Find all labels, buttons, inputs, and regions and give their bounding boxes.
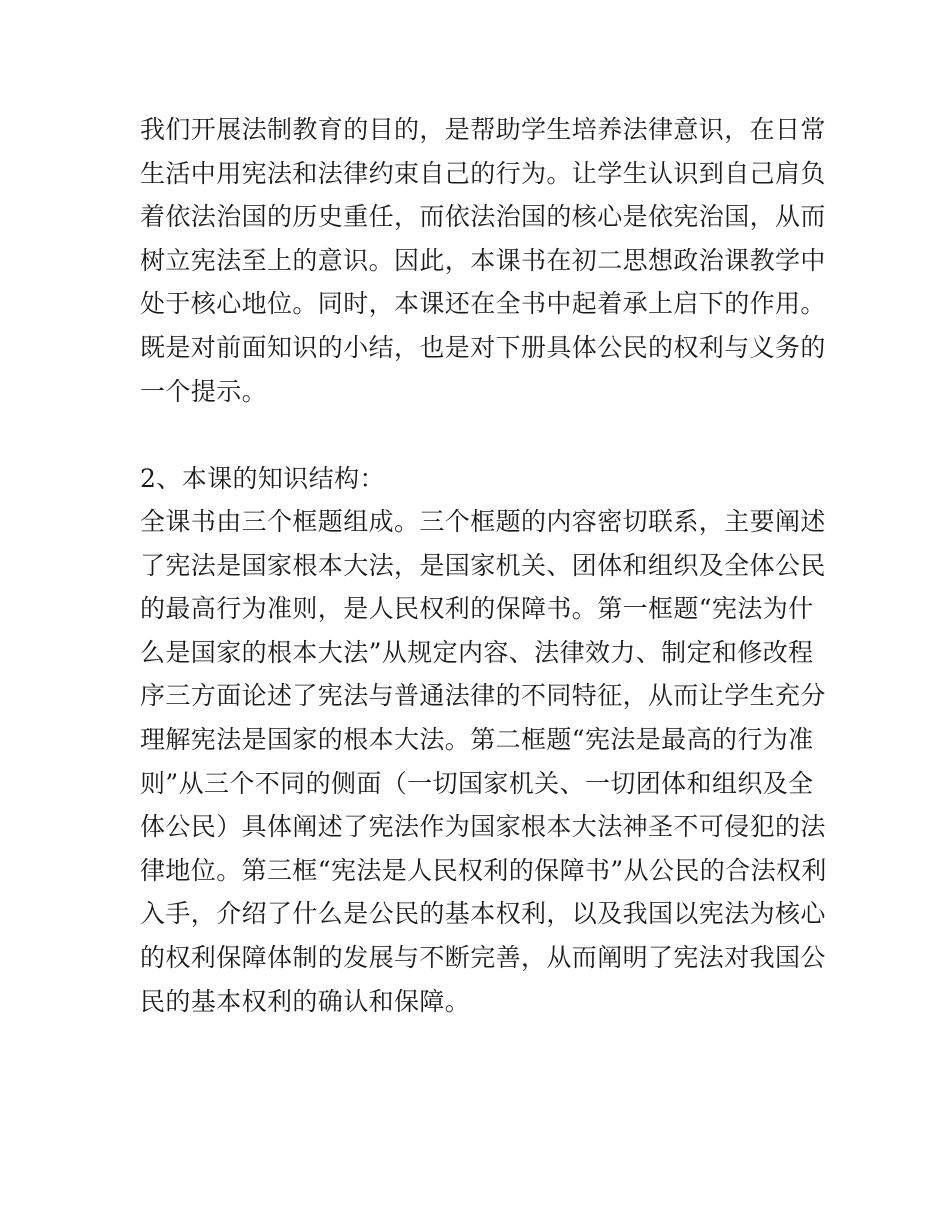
paragraph-line: 着依法治国的历史重任，而依法治国的核心是依宪治国，从而 — [140, 202, 826, 232]
paragraph-line: 我们开展法制教育的目的，是帮助学生培养法律意识，在日常 — [140, 115, 826, 144]
paragraph-line: 树立宪法至上的意识。因此，本课书在初二思想政治课教学中 — [140, 245, 826, 275]
paragraph-line: 生活中用宪法和法律约束自己的行为。让学生认识到自己肩负 — [140, 158, 826, 188]
paragraph-line: 序三方面论述了宪法与普通法律的不同特征，从而让学生充分 — [140, 681, 826, 711]
paragraph-line: 处于核心地位。同时，本课还在全书中起着承上启下的作用。 — [140, 289, 826, 319]
paragraph-line: 全课书由三个框题组成。三个框题的内容密切联系，主要阐述 — [140, 507, 826, 536]
paragraph-line: 的权利保障体制的发展与不断完善，从而阐明了宪法对我国公 — [140, 942, 826, 972]
paragraph-line: 了宪法是国家根本大法，是国家机关、团体和组织及全体公民 — [140, 550, 826, 580]
paragraph-line: 体公民）具体阐述了宪法作为国家根本大法神圣不可侵犯的法 — [140, 812, 826, 842]
section-heading — [140, 457, 816, 501]
paragraph-knowledge-structure — [140, 500, 827, 1023]
paragraph-line: 民的基本权利的确认和保障。 — [140, 986, 471, 1016]
paragraph-line: 则”从三个不同的侧面（一切国家机关、一切团体和组织及全 — [140, 768, 814, 798]
paragraph-line: 律地位。第三框“宪法是人民权利的保障书”从公民的合法权利 — [140, 855, 827, 885]
paragraph-line: 入手，介绍了什么是公民的基本权利，以及我国以宪法为核心 — [140, 899, 826, 929]
paragraph-purpose — [140, 108, 826, 413]
paragraph-line: 既是对前面知识的小结，也是对下册具体公民的权利与义务的 — [140, 332, 826, 362]
paragraph-line: 理解宪法是国家的根本大法。第二框题“宪法是最高的行为准 — [140, 724, 814, 754]
section-heading-text: 2、本课的知识结构： — [140, 464, 385, 493]
paragraph-line: 么是国家的根本大法”从规定内容、法律效力、制定和修改程 — [140, 637, 814, 667]
paragraph-line: 一个提示。 — [140, 376, 268, 406]
paragraph-line: 的最高行为准则，是人民权利的保障书。第一框题“宪法为什 — [140, 594, 814, 624]
